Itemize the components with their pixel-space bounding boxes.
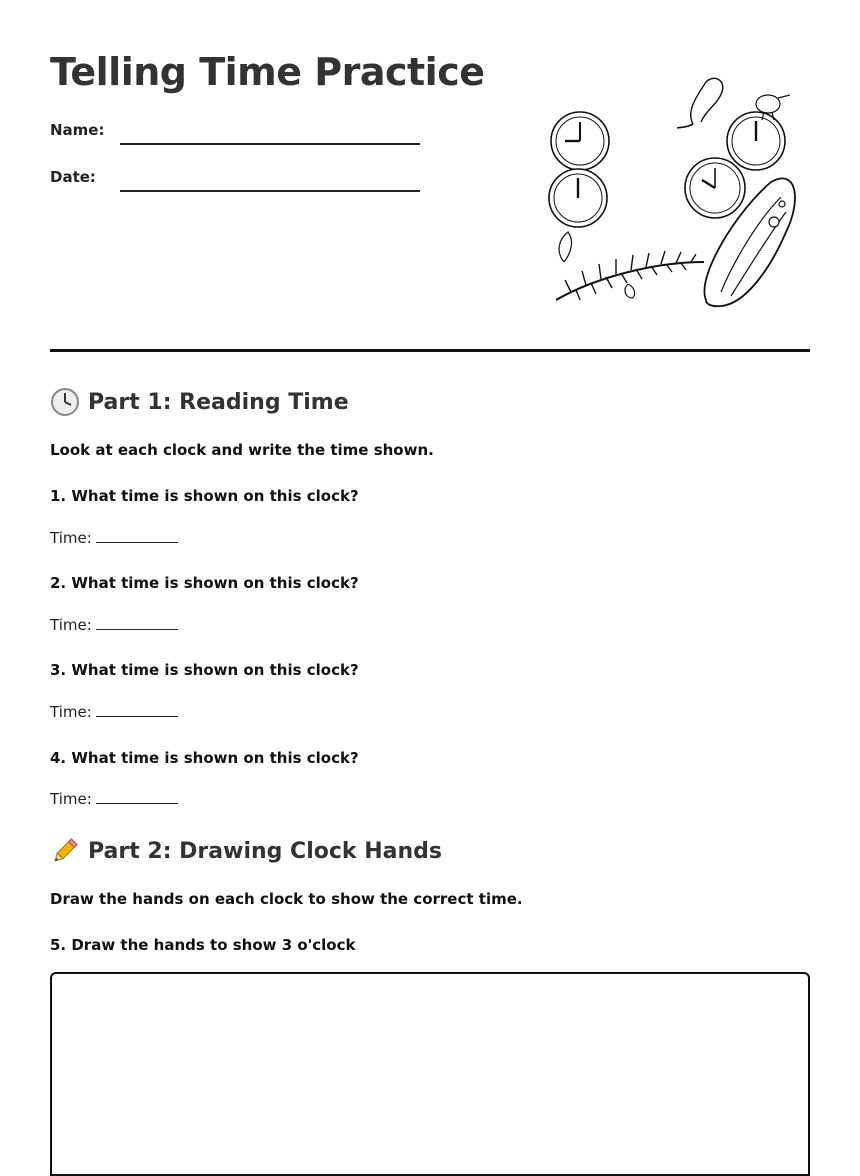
answer-blank[interactable] xyxy=(96,704,178,717)
answer-label: Time: xyxy=(50,790,92,808)
answer-blank[interactable] xyxy=(96,530,178,543)
part1-instruction: Look at each clock and write the time shown. xyxy=(50,441,434,459)
clock-icon xyxy=(549,169,607,227)
answer-3 xyxy=(50,703,178,721)
answer-label: Time: xyxy=(50,529,92,547)
answer-2 xyxy=(50,616,178,634)
answer-blank[interactable] xyxy=(96,791,178,804)
pencil-icon xyxy=(50,836,80,866)
name-field[interactable] xyxy=(120,143,420,145)
page-title: Telling Time Practice xyxy=(50,50,485,94)
part2-heading xyxy=(50,836,442,866)
clocks-and-fern-illustration xyxy=(546,72,796,308)
part1-title: Part 1: Reading Time xyxy=(88,389,349,415)
part2-instruction: Draw the hands on each clock to show the correct time. xyxy=(50,890,523,908)
question-5: 5. Draw the hands to show 3 o'clock xyxy=(50,936,356,954)
answer-4 xyxy=(50,790,178,808)
clock-icon xyxy=(727,112,785,170)
clock-icon xyxy=(50,387,80,417)
clock-icon xyxy=(551,112,609,170)
section-divider xyxy=(50,349,810,352)
answer-label: Time: xyxy=(50,703,92,721)
drawing-area[interactable] xyxy=(50,972,810,1176)
clock-icon xyxy=(685,158,745,218)
answer-1 xyxy=(50,529,178,547)
question-2: 2. What time is shown on this clock? xyxy=(50,574,359,592)
name-label: Name: xyxy=(50,121,105,139)
answer-blank[interactable] xyxy=(96,617,178,630)
date-field[interactable] xyxy=(120,190,420,192)
part1-heading xyxy=(50,387,349,417)
date-label: Date: xyxy=(50,168,96,186)
question-1: 1. What time is shown on this clock? xyxy=(50,487,359,505)
flower-icon xyxy=(677,78,723,128)
fern-icon xyxy=(556,232,704,300)
question-3: 3. What time is shown on this clock? xyxy=(50,661,359,679)
answer-label: Time: xyxy=(50,616,92,634)
question-4: 4. What time is shown on this clock? xyxy=(50,749,359,767)
part2-title: Part 2: Drawing Clock Hands xyxy=(88,838,442,864)
